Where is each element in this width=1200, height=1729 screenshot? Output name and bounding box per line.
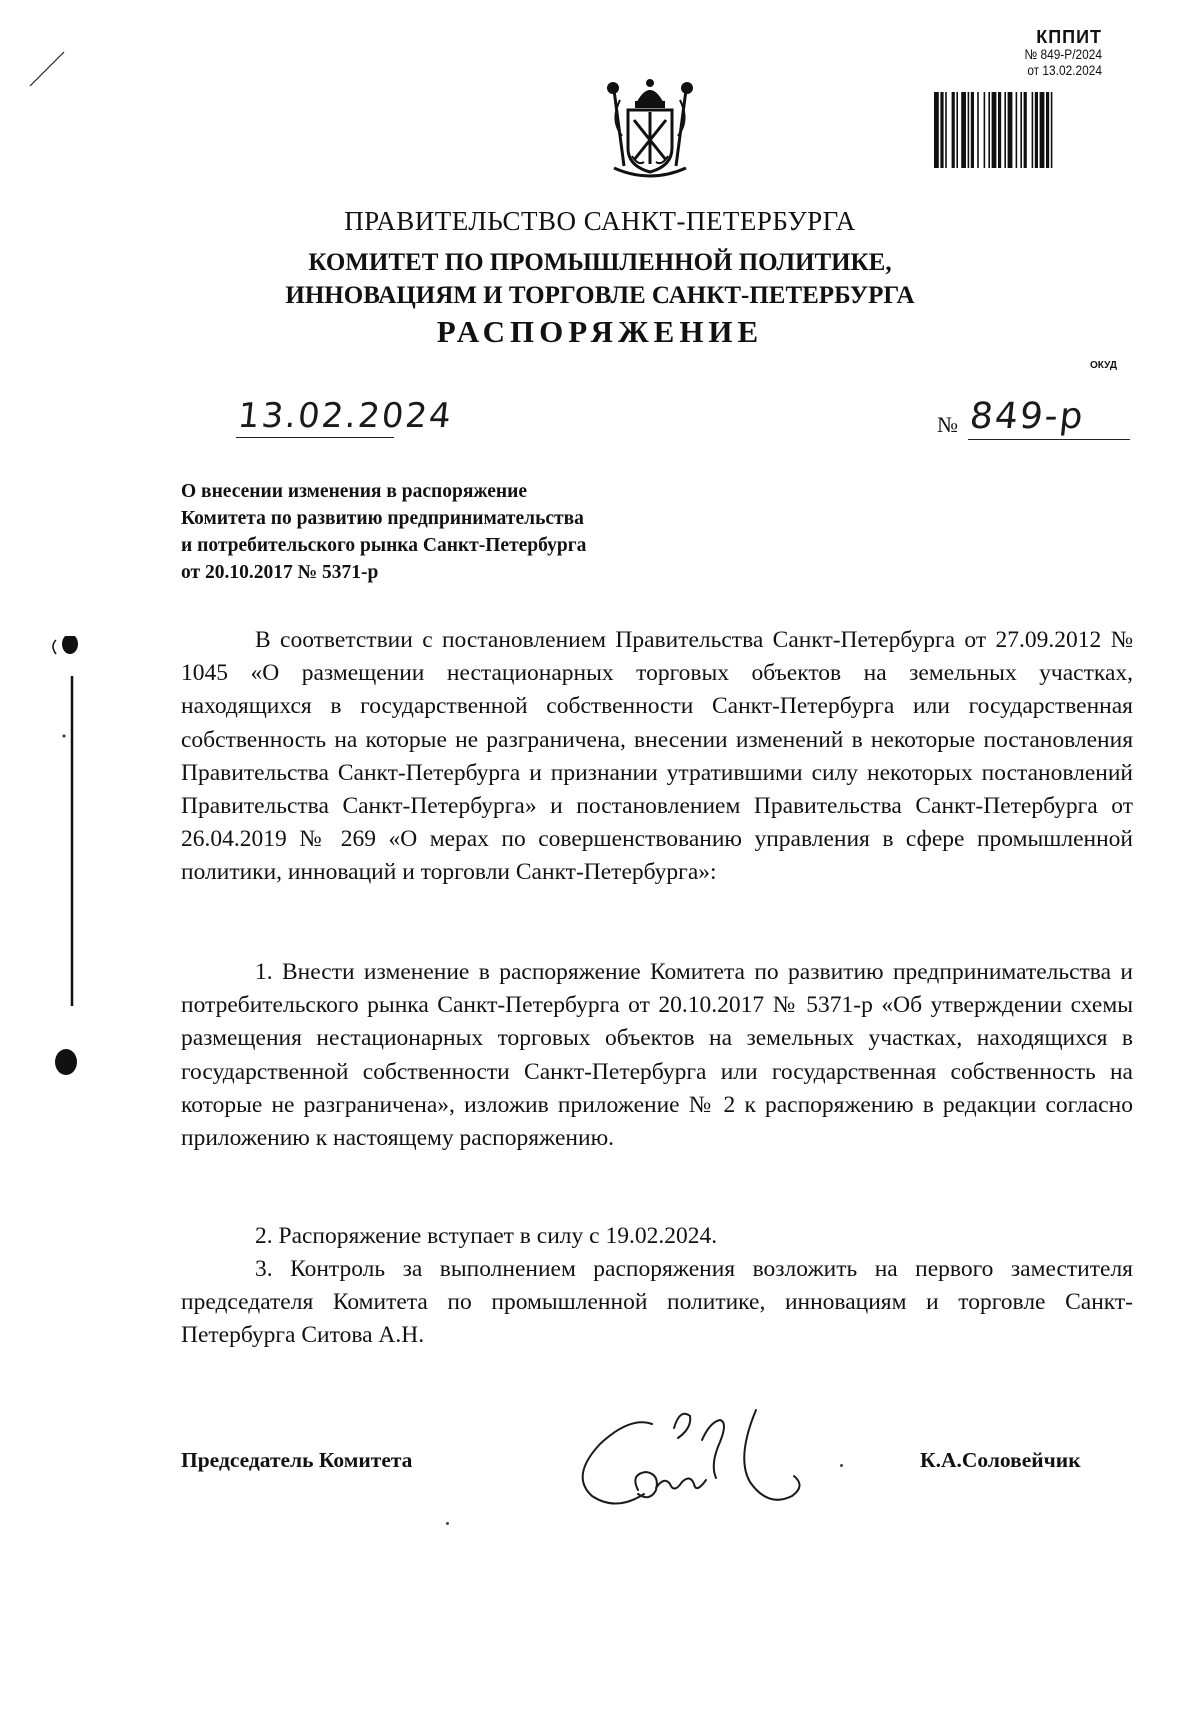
barcode-bar bbox=[988, 92, 990, 168]
barcode-bar bbox=[971, 92, 974, 168]
signatory-name: К.А.Соловейчик bbox=[920, 1448, 1081, 1472]
date-underline bbox=[236, 436, 394, 438]
barcode-bar bbox=[1008, 92, 1013, 168]
barcode-bar bbox=[940, 92, 943, 168]
document-subject bbox=[181, 478, 741, 586]
document-type-heading: РАСПОРЯЖЕНИЕ bbox=[436, 314, 764, 349]
barcode-bar bbox=[1032, 92, 1034, 168]
margin-binding-marks bbox=[44, 636, 84, 1136]
item-2-paragraph: 2. Распоряжение вступает в силу с 19.02.2024. bbox=[255, 1223, 718, 1249]
number-sign: № bbox=[937, 412, 958, 437]
barcode-bar bbox=[1046, 92, 1049, 168]
okud-label: ОКУД bbox=[1090, 360, 1117, 371]
corner-pen-mark bbox=[28, 48, 68, 88]
subject-line-3: и потребительского рынка Санкт-Петербурга bbox=[181, 535, 587, 556]
barcode-bar bbox=[977, 92, 979, 168]
barcode-bar bbox=[1004, 92, 1006, 168]
stamp-number: № 849-Р/2024 bbox=[1024, 46, 1102, 62]
barcode-bar bbox=[934, 92, 939, 168]
number-underline bbox=[968, 438, 1130, 440]
stamp-date: от 13.02.2024 bbox=[1027, 62, 1102, 78]
barcode-bar bbox=[1016, 92, 1018, 168]
barcode-icon bbox=[932, 92, 1096, 168]
barcode-bar bbox=[998, 92, 1001, 168]
subject-line-1: О внесении изменения в распоряжение bbox=[181, 481, 528, 502]
barcode-bar bbox=[992, 92, 997, 168]
government-heading: ПРАВИТЕЛЬСТВО САНКТ-ПЕТЕРБУРГА bbox=[344, 206, 856, 236]
barcode-bar bbox=[952, 92, 955, 168]
signatory-title: Председатель Комитета bbox=[181, 1448, 413, 1472]
committee-heading bbox=[0, 246, 1200, 312]
committee-line-1: КОМИТЕТ ПО ПРОМЫШЛЕННОЙ ПОЛИТИКЕ, bbox=[308, 249, 892, 276]
barcode-bar bbox=[1040, 92, 1045, 168]
registration-stamp bbox=[962, 28, 1102, 78]
subject-line-4: от 20.10.2017 № 5371-р bbox=[181, 562, 379, 583]
ink-dot bbox=[840, 1464, 843, 1467]
item-1-paragraph: 1. Внести изменение в распоряжение Комитета по развитию предпринимательства и потребительского рынка Санкт-Петербурга от 20.10.2017 № 5371-р «Об утверждении схемы размещения нестационарных торговых объектов на земельных участках, находящихся в государственной собственности Санкт-Петербурга или государственная собственность на которые не разграничена», изложив приложение № 2 к распоряжению в редакции согласно приложению к настоящему распоряжению. bbox=[181, 959, 1133, 1152]
subject-line-2: Комитета по развитию предпринимательства bbox=[181, 508, 584, 529]
barcode-bar bbox=[1024, 92, 1027, 168]
barcode-bar bbox=[961, 92, 966, 168]
handwritten-signature-icon bbox=[560, 1398, 860, 1548]
barcode-bar bbox=[1051, 92, 1053, 168]
barcode-bar bbox=[1020, 92, 1022, 168]
item-3-paragraph: 3. Контроль за выполнением распоряжения возложить на первого заместителя председателя Комитета по промышленной политике, инновациям и торговле Санкт-Петербурга Ситова А.Н. bbox=[181, 1256, 1133, 1349]
barcode-bar bbox=[1035, 92, 1038, 168]
preamble-paragraph: В соответствии с постановлением Правительства Санкт-Петербурга от 27.09.2012 № 1045 «О размещении нестационарных торговых объектов на земельных участках, находящихся в государственной собственности Санкт-Петербурга или государственная собственность на которые не разграничена, внесении изменений в некоторые постановления Правительства Санкт-Петербурга и признании утратившими силу некоторых постановлений Правительства Санкт-Петербурга» и постановлением Правительства Санкт-Петербурга от 26.04.2019 № 269 «О мерах по совершенствованию управления в сфере промышленной политики, инноваций и торговли Санкт-Петербурга»: bbox=[181, 627, 1133, 886]
document-date: 13.02.2024 bbox=[235, 396, 455, 436]
barcode-bar bbox=[968, 92, 970, 168]
committee-line-2: ИННОВАЦИЯМ И ТОРГОВЛЕ САНКТ-ПЕТЕРБУРГА bbox=[285, 282, 915, 309]
barcode-bar bbox=[984, 92, 986, 168]
ink-dot bbox=[446, 1522, 449, 1525]
coat-of-arms-icon bbox=[600, 76, 700, 184]
document-number: 849-р bbox=[967, 396, 1087, 437]
barcode-bar bbox=[956, 92, 958, 168]
barcode-bar bbox=[945, 92, 947, 168]
stamp-title: КППИТ bbox=[1036, 27, 1102, 47]
